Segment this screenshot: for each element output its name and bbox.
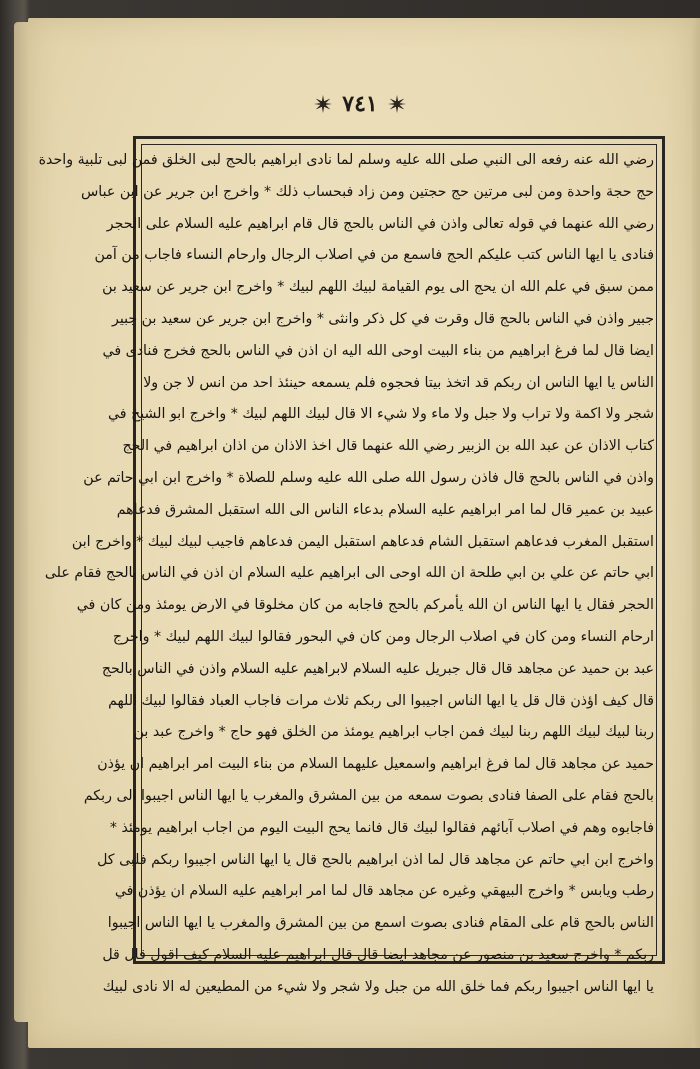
text-line: رطب ويابس * واخرج البيهقي وغيره عن مجاهد قال لما امر ابراهيم عليه السلام ان يؤذن في [114, 883, 654, 900]
text-line: حج حجة واحدة ومن لبى مرتين حج حجتين ومن زاد فبحساب ذلك * واخرج ابن جرير عن ابن عباس [80, 183, 654, 200]
text-line: حميد عن مجاهد قال لما فرغ ابراهيم واسمعيل عليهما السلام من بناء البيت امر ابراهيم ان يؤذن [97, 756, 654, 773]
text-line: شجر ولا اكمة ولا تراب ولا جبل ولا ماء ولا شيء الا قال لبيك اللهم لبيك * واخرج ابو الشيخ في [107, 406, 654, 423]
text-line: الناس يا ايها الناس ان ربكم قد اتخذ بيتا فحجوه فلم يسمعه حينئذ احد من انس لا جن ولا [143, 374, 654, 391]
text-line: ربكم * واخرج سعيد بن منصور عن مجاهد ايضا قال قال ابراهيم عليه السلام كيف اقول قال قل [102, 946, 654, 963]
text-line: الحجر فقال يا ايها الناس ان الله يأمركم بالحج فاجابه من كان مخلوقا في الارض يومئذ ومن كان في [76, 597, 654, 614]
ornament-icon [386, 93, 408, 115]
text-line: ممن سبق في علم الله ان يحج الى يوم القيامة لبيك اللهم لبيك * واخرج ابن جرير عن سعيد بن [102, 279, 654, 296]
text-line: ربنا لبيك لبيك اللهم ربنا لبيك فمن اجاب ابراهيم يومئذ من الخلق فهو حاج * واخرج عبد بن [133, 724, 654, 741]
text-line: يا ايها الناس اجيبوا ربكم فما خلق الله من جبل ولا شجر ولا شيء من المطيعين له الا نادى لبيك [102, 978, 654, 995]
text-line: رضي الله عنه رفعه الى النبي صلى الله عليه وسلم لما نادى ابراهيم بالحج لبى الخلق فمن لبى تلبية واحدة [38, 152, 654, 168]
text-line: بالحج فقام على الصفا فنادى بصوت سمعه من بين المشرق والمغرب يا ايها الناس اجيبوا الى ربكم [83, 787, 654, 804]
page-number: ٧٤١ [342, 91, 378, 117]
text-line: الناس بالحج قام على المقام فنادى بصوت اسمع من بين المشرق والمغرب يا ايها الناس اجيبوا [107, 915, 654, 932]
text-line: قال كيف اؤذن قال قل يا ايها الناس اجيبوا الى ربكم ثلاث مرات فاجاب العباد فقالوا لبيك اللهم [108, 692, 654, 709]
text-line: واخرج ابن ابي حاتم عن مجاهد قال لما اذن ابراهيم بالحج قال يا ايها الناس اجيبوا ربكم فلبى كل [97, 851, 654, 868]
text-line: واذن في الناس بالحج قال فاذن رسول الله صلى الله عليه وسلم للصلاة * واخرج ابن ابي حاتم عن [83, 469, 654, 486]
text-frame [38, 136, 665, 995]
body-text [38, 145, 654, 995]
text-line: ايضا قال لما فرغ ابراهيم من بناء البيت اوحى الله اليه ان اذن في الناس بالحج فخرج فنادى في [102, 342, 654, 359]
ornament-icon [312, 93, 334, 115]
text-line: جبير واذن في الناس بالحج قال وقرت في كل ذكر وانثى * واخرج ابن جرير عن سعيد بن جبير [112, 310, 654, 327]
page-header [28, 84, 692, 124]
text-line: كتاب الاذان عن عبد الله بن الزبير رضي الله عنهما قال اخذ الاذان من اذان ابراهيم في الحج [122, 438, 654, 455]
text-line: استقبل المغرب فدعاهم استقبل الشام فدعاهم استقبل اليمن فدعاهم فاجيب لبيك لبيك * واخرج ابن [71, 533, 654, 550]
text-line: ارحام النساء ومن كان في اصلاب الرجال ومن كان في البحور فقالوا لبيك اللهم لبيك * واخرج [112, 628, 654, 645]
book-page [28, 18, 692, 1048]
text-line: عبيد بن عمير قال لما امر ابراهيم عليه السلام بدعاء الناس الى الله استقبل المشرق فدعاهم [116, 501, 654, 518]
text-line: ابي حاتم عن علي بن ابي طلحة ان الله اوحى الى ابراهيم عليه السلام ان اذن في الناس بالحج فقام على [44, 565, 654, 582]
text-line: فنادى يا ايها الناس كتب عليكم الحج فاسمع من في اصلاب الرجال وارحام النساء فاجاب من آمن [94, 247, 654, 264]
text-line: عبد بن حميد عن مجاهد قال قال جبريل عليه السلام لابراهيم عليه السلام واذن في الناس بالحج [101, 660, 654, 677]
text-line: فاجابوه وهم في اصلاب آبائهم فقالوا لبيك قال فانما يحج البيت اليوم من اجاب ابراهيم يومئذ * [109, 819, 654, 836]
text-line: رضي الله عنهما في قوله تعالى واذن في الناس بالحج قال قام ابراهيم عليه السلام على الحجر [106, 215, 654, 232]
